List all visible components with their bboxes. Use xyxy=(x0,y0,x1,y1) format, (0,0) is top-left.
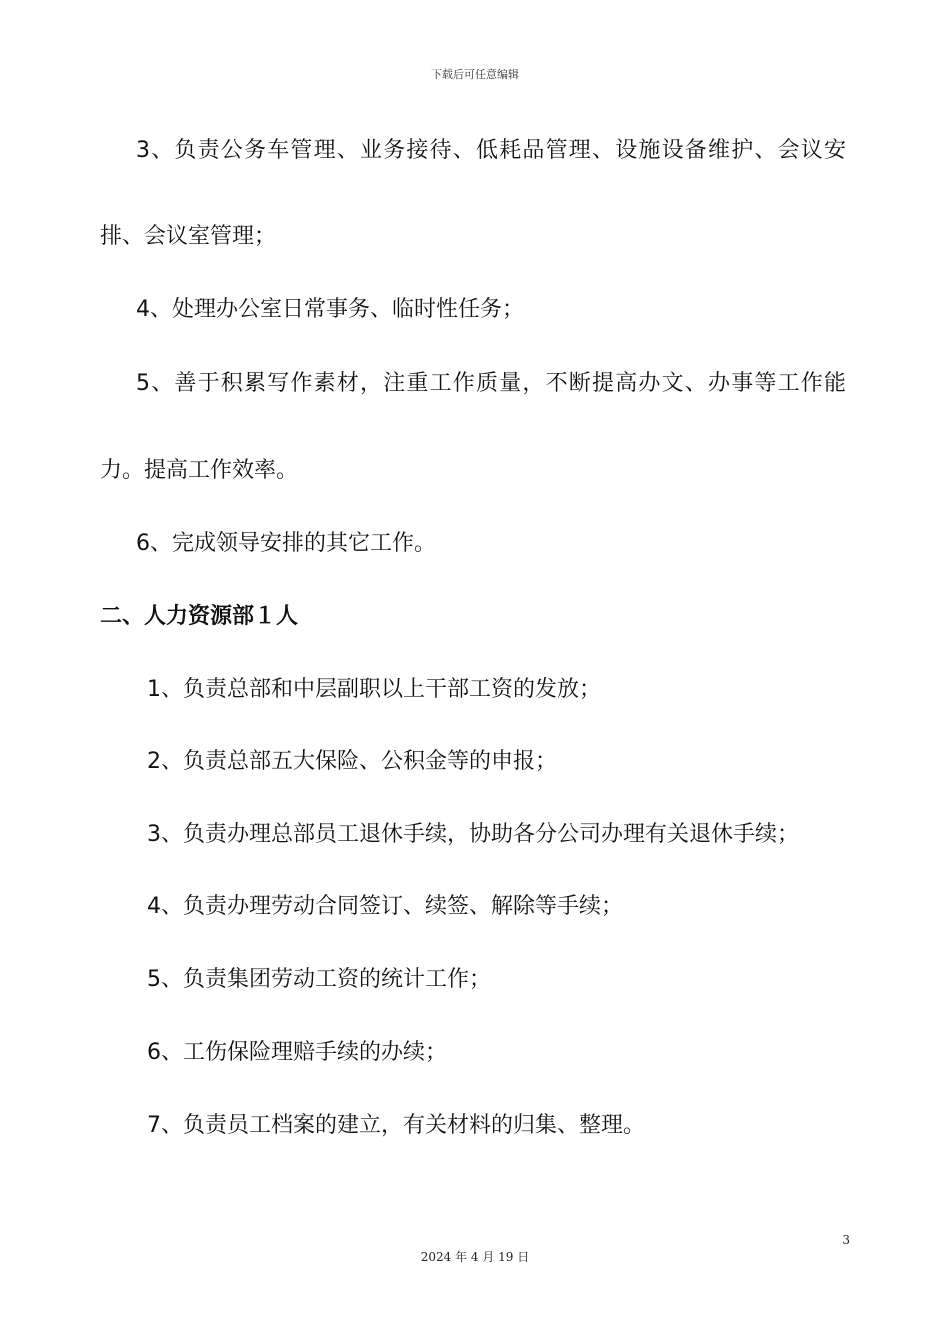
hr-item-3: 3、负责办理总部员工退休手续，协助各分公司办理有关退休手续； xyxy=(147,822,799,847)
paragraph-5-line-1: 5、善于积累写作素材，注重工作质量，不断提高办文、办事等工作能 xyxy=(136,371,846,396)
hr-item-4: 4、负责办理劳动合同签订、续签、解除等手续； xyxy=(147,894,623,919)
paragraph-4: 4、处理办公室日常事务、临时性任务； xyxy=(136,297,524,322)
hr-item-7: 7、负责员工档案的建立，有关材料的归集、整理。 xyxy=(147,1113,645,1138)
footer-date: 2024 年 4 月 19 日 xyxy=(420,1250,530,1264)
paragraph-6: 6、完成领导安排的其它工作。 xyxy=(136,531,436,556)
paragraph-3-line-2: 排、会议室管理； xyxy=(100,224,277,249)
paragraph-5-line-2: 力。提高工作效率。 xyxy=(100,458,299,483)
paragraph-3-line-1: 3、负责公务车管理、业务接待、低耗品管理、设施设备维护、会议安 xyxy=(136,138,846,163)
section-heading: 二、人力资源部１人 xyxy=(100,604,299,629)
hr-item-2: 2、负责总部五大保险、公积金等的申报； xyxy=(147,749,557,774)
page-number: 3 xyxy=(842,1233,850,1247)
hr-item-6: 6、工伤保险理赔手续的办续； xyxy=(147,1040,447,1065)
page-header: 下载后可任意编辑 xyxy=(431,68,519,81)
hr-item-5: 5、负责集团劳动工资的统计工作； xyxy=(147,967,491,992)
hr-item-1: 1、负责总部和中层副职以上干部工资的发放； xyxy=(147,677,601,702)
